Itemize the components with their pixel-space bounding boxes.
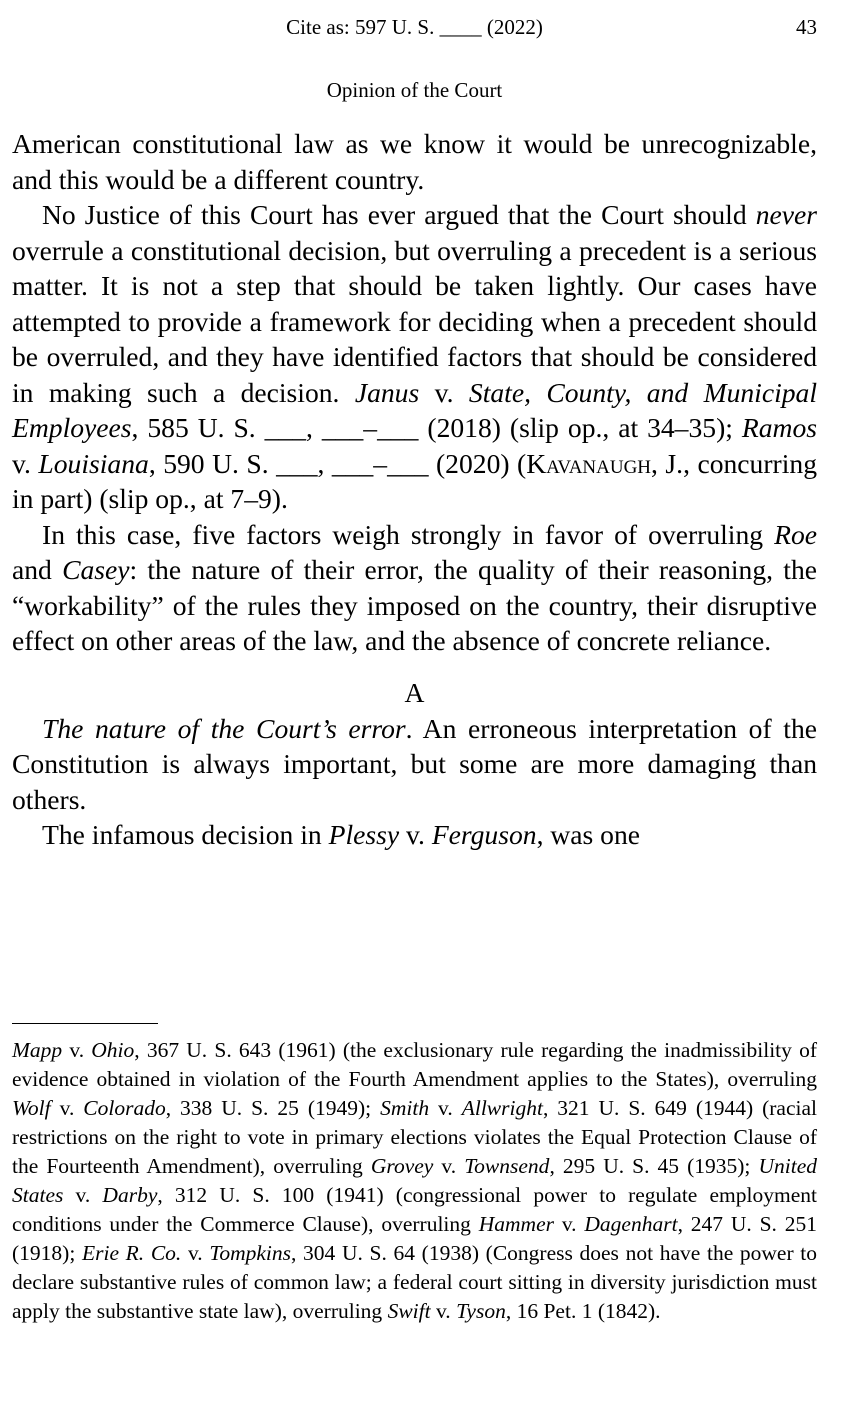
case-name: Casey xyxy=(62,554,130,585)
paragraph-4: The nature of the Court’s error. An erroneous interpretation of the Constitution is always important, but some are more damaging than others. xyxy=(12,712,817,815)
case-name: Ramos xyxy=(741,412,817,443)
case-name: Janus xyxy=(354,376,420,408)
case-name: Roe xyxy=(774,518,817,550)
opinion-body xyxy=(12,126,817,853)
case-name: Ferguson xyxy=(431,819,537,850)
paragraph-3: In this case, five factors weigh strongly in favor of overruling Roe and Casey: the nature of their error, the quality of their reasoning, the “workability” of the rules they imposed on the country, their disruptive effect on other areas of the law, and the absence of concrete reliance. xyxy=(12,518,817,656)
opinion-label: Opinion of the Court xyxy=(326,78,503,102)
footnote-separator xyxy=(12,1023,158,1024)
justice-name: Kavanaugh xyxy=(526,447,652,479)
footnote-text: Mapp v. Ohio, 367 U. S. 643 (1961) (the exclusionary rule regarding the inadmissibility of evidence obtained in violation of the Fourth Amendment applies to the States), overruling Wolf v. Colorado, 338 U. S. 25 (1949); Smith v. Allwright, 321 U. S. 649 (1944) (racial restrictions on the right to vote in primary elections violates the Equal Protection Clause of the Fourteenth Amendment), overruling Grovey v. Townsend, 295 U. S. 45 (1935); United States v. Darby, 312 U. S. 100 (1941) (congressional power to regulate employment conditions under the Commerce Clause), overruling Hammer v. Dagenhart, 247 U. S. 251 (1918); Erie R. Co. v. Tompkins, 304 U. S. 64 (1938) (Congress does not have the power to declare substantive rules of common law; a federal court sitting in diversity jurisdiction must apply the substantive state law), overruling Swift v. Tyson, 16 Pet. 1 (1842). xyxy=(12,1038,818,1323)
case-name: Plessy xyxy=(328,819,400,850)
case-name: Louisiana xyxy=(38,447,149,479)
case-name: State, County, and Municipal Employees xyxy=(12,376,818,443)
running-header xyxy=(12,14,817,40)
footnote xyxy=(12,1036,817,1326)
section-heading: A xyxy=(404,676,425,708)
paragraph-2: No Justice of this Court has ever argued that the Court should never overrule a constitutional decision, but overruling a precedent is a serious matter. It is not a step that should be taken lightly. Our cases have attempted to provide a framework for deciding when a precedent should be overruled, and they have identified factors that should be considered in making such a decision. Janus v. State, County, and Municipal Employees, 585 U. S. ___, ___–___ (2018) (slip op., at 34–35); Ramos v. Louisiana, 590 U. S. ___, ___–___ (2020) (Kavanaugh, J., concurring in part) (slip op., at 7–9). xyxy=(12,199,818,514)
paragraph-5: The infamous decision in Plessy v. Ferguson, was one xyxy=(42,819,641,850)
paragraph-1: American constitutional law as we know it would be unrecognizable, and this would be a different country. xyxy=(12,128,817,195)
citation-header: Cite as: 597 U. S. ____ (2022) xyxy=(286,15,543,39)
page-number: 43 xyxy=(796,15,817,39)
section-subtitle: The nature of the Court’s error xyxy=(42,712,406,744)
